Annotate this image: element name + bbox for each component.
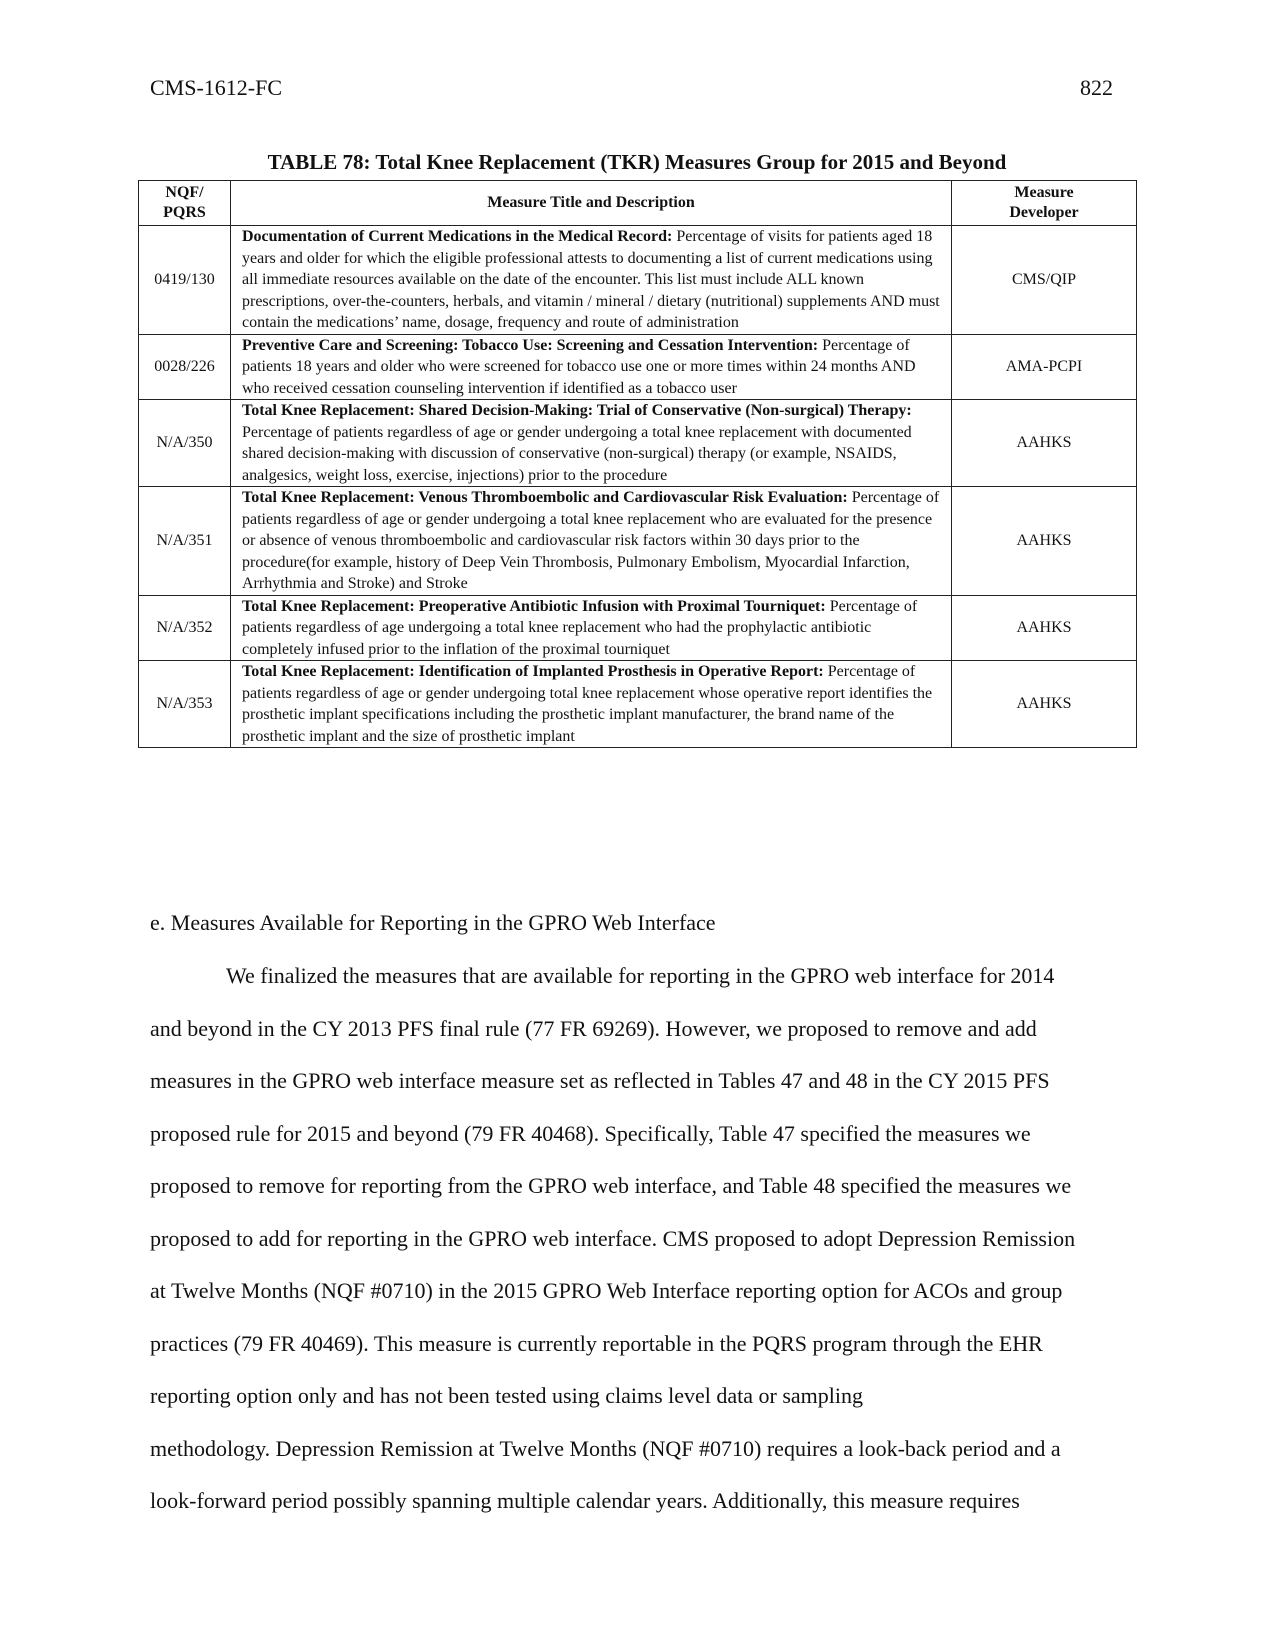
measure-title: Total Knee Replacement: Preoperative Antibiotic Infusion with Proximal Tourniquet: (242, 597, 826, 615)
measure-id: 0419/130 (139, 226, 231, 335)
paragraph-line: proposed to add for reporting in the GPRO web interface. CMS proposed to adopt Depression Remission (150, 1225, 1076, 1251)
measures-table (138, 180, 1137, 748)
paragraph-line: We finalized the measures that are available for reporting in the GPRO web interface for 2014 (226, 963, 1055, 988)
table-row (139, 226, 1137, 335)
measure-description (231, 595, 952, 661)
body-paragraph (150, 950, 1130, 1528)
measure-title: Documentation of Current Medications in the Medical Record: (242, 228, 673, 245)
header-measure-line: Measure (1014, 184, 1074, 201)
measure-developer: AAHKS (952, 661, 1137, 748)
measure-title: Total Knee Replacement: Identification of Implanted Prosthesis in Operative Report: (242, 663, 824, 680)
measure-id: 0028/226 (139, 334, 231, 400)
table-caption: TABLE 78: Total Knee Replacement (TKR) Measures Group for 2015 and Beyond (267, 150, 1007, 174)
paragraph-line: reporting option only and has not been tested using claims level data or sampling (150, 1383, 864, 1408)
header-nqf-line: NQF/ (165, 184, 204, 201)
measure-id: N/A/353 (139, 661, 231, 748)
document-id: CMS-1612-FC (150, 75, 283, 100)
measure-description (231, 226, 952, 335)
paragraph-line: and beyond in the CY 2013 PFS final rule (77 FR 69269). However, we proposed to remove and add (150, 1015, 1037, 1041)
paragraph-line: proposed to remove for reporting from the GPRO web interface, and Table 48 specified the measures we (150, 1173, 1072, 1198)
measure-title: Preventive Care and Screening: Tobacco Use: Screening and Cessation Intervention: (242, 336, 819, 354)
measure-text: Percentage of visits for patients aged 18 years and older for which the eligible professional attests to documenting a list of current medications using all immediate resources available on the date of the encounter. This list must include ALL known prescriptions, over-the-counters, herbals, and vitamin / mineral / dietary (nutritional) supplements AND must contain the medications’ name, dosage, frequency and route of administration (242, 228, 940, 331)
table-row (139, 334, 1137, 400)
measure-developer: CMS/QIP (952, 226, 1137, 335)
measure-text: Percentage of patients regardless of age or gender undergoing a total knee replacement who are evaluated for the presence or absence of venous thromboembolic and cardiovascular risk factors within 30 days prior to the procedure(for example, history of Deep Vein Thrombosis, Pulmonary Embolism, Myocardial Infarction, Arrhythmia and Stroke) and Stroke (242, 489, 940, 592)
header-pqrs-line: PQRS (163, 204, 206, 221)
measure-description (231, 334, 952, 400)
header-nqf-pqrs (139, 181, 231, 226)
measure-developer: AAHKS (952, 400, 1137, 487)
paragraph-line: measures in the GPRO web interface measure set as reflected in Tables 47 and 48 in the CY 2015 PFS (150, 1068, 1050, 1093)
header-measure-title: Measure Title and Description (231, 181, 952, 226)
table-header-row (139, 181, 1137, 226)
measure-description (231, 400, 952, 487)
measure-text: Percentage of patients 18 years and older who were screened for tobacco use one or more times within 24 months AND who received cessation counseling intervention if identified as a tobacco user (242, 336, 916, 397)
header-measure-developer (952, 181, 1137, 226)
page-number: 822 (1080, 75, 1113, 100)
header-developer-line: Developer (1009, 204, 1079, 221)
table-row (139, 400, 1137, 487)
measure-id: N/A/350 (139, 400, 231, 487)
measure-id: N/A/351 (139, 487, 231, 596)
table-row (139, 595, 1137, 661)
table-row (139, 661, 1137, 748)
measure-developer: AMA-PCPI (952, 334, 1137, 400)
measure-description (231, 661, 952, 748)
section-heading: e. Measures Available for Reporting in the GPRO Web Interface (150, 910, 716, 935)
measure-developer: AAHKS (952, 595, 1137, 661)
paragraph-line: practices (79 FR 40469). This measure is currently reportable in the PQRS program through the EHR (150, 1330, 1043, 1356)
measure-developer: AAHKS (952, 487, 1137, 596)
measure-text: Percentage of patients regardless of age or gender undergoing total knee replacement whose operative report identifies the prosthetic implant specifications including the prosthetic implant manufacturer, the brand name of the prosthetic implant and the size of prosthetic implant (242, 663, 933, 745)
table-row (139, 487, 1137, 596)
measure-text: Percentage of patients regardless of age or gender undergoing a total knee replacement with documented shared decision-making with discussion of conservative (non-surgical) therapy (or example, NSAIDS, analgesics, weight loss, exercise, injections) prior to the procedure (242, 423, 912, 484)
measure-title: Total Knee Replacement: Shared Decision-Making: Trial of Conservative (Non-surgical) Therapy: (242, 402, 912, 419)
measure-text: Percentage of patients regardless of age undergoing a total knee replacement who had the prophylactic antibiotic completely infused prior to the inflation of the proximal tourniquet (242, 597, 918, 658)
measure-description (231, 487, 952, 596)
paragraph-line: at Twelve Months (NQF #0710) in the 2015 GPRO Web Interface reporting option for ACOs and group (150, 1278, 1063, 1303)
measure-id: N/A/352 (139, 595, 231, 661)
paragraph-line: methodology. Depression Remission at Twelve Months (NQF #0710) requires a look-back period and a (150, 1435, 1061, 1461)
paragraph-line: proposed rule for 2015 and beyond (79 FR 40468). Specifically, Table 47 specified the measures we (150, 1120, 1031, 1146)
paragraph-line: look-forward period possibly spanning multiple calendar years. Additionally, this measure requires (150, 1488, 1020, 1513)
measure-title: Total Knee Replacement: Venous Thromboembolic and Cardiovascular Risk Evaluation: (242, 489, 848, 506)
